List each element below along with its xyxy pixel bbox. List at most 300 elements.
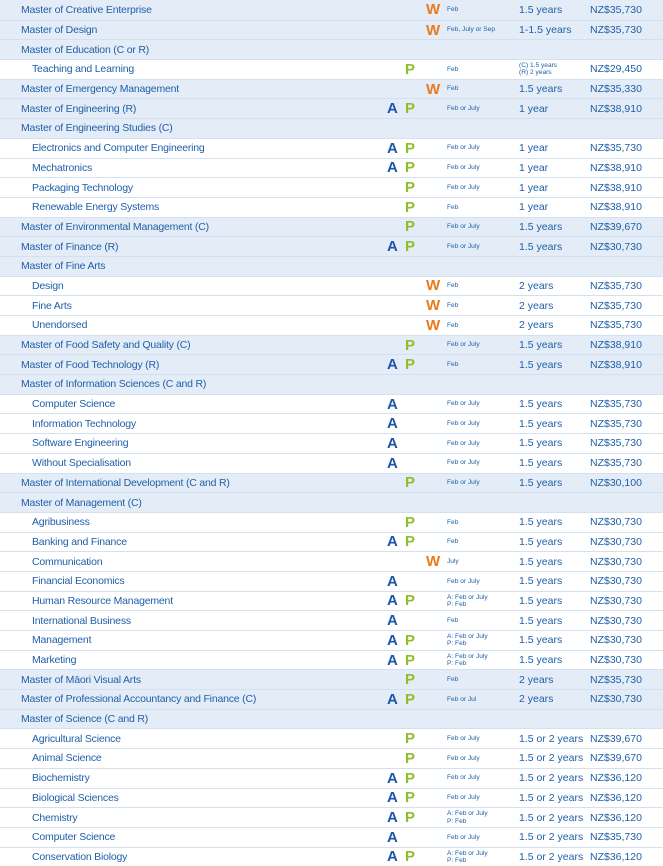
tuition-fee: NZ$35,730: [590, 457, 642, 470]
tuition-fee: NZ$35,730: [590, 398, 642, 411]
duration: [519, 0, 562, 20]
qualification-name: Animal Science: [32, 752, 102, 765]
duration-line: 1.5 or 2 years: [519, 811, 584, 824]
qualification-row: [0, 0, 663, 20]
start-date-line: Feb or July: [447, 833, 480, 841]
tuition-fee: NZ$30,730: [590, 614, 642, 627]
start-date-line: Feb: [447, 85, 459, 93]
start-date-line: Feb or July: [447, 439, 480, 447]
campus-badge-p: P: [405, 789, 416, 807]
qualification-name: Master of Information Sciences (C and R): [21, 378, 207, 391]
campus-badge-p: P: [405, 690, 416, 708]
campus-badge-p: P: [405, 159, 416, 177]
qualification-row: [0, 335, 663, 355]
qualification-name: Master of Fine Arts: [21, 260, 106, 273]
specialisation-row: [0, 512, 663, 532]
specialisation-row: [0, 847, 663, 866]
qualification-name: Master of Māori Visual Arts: [21, 673, 141, 686]
start-date: [447, 60, 458, 79]
start-date: [447, 0, 458, 20]
specialisation-row: [0, 610, 663, 630]
qualification-name: Design: [32, 279, 64, 292]
duration: [519, 414, 562, 433]
start-date-line: P: Feb: [447, 640, 467, 648]
tuition-fee: NZ$36,120: [590, 811, 642, 824]
duration: [519, 651, 562, 670]
campus-badge-a: A: [387, 139, 398, 157]
campus-badge-a: A: [387, 690, 398, 708]
qualification-name: Master of Science (C and R): [21, 713, 149, 726]
qualification-row: [0, 669, 663, 689]
start-date: [447, 611, 458, 630]
start-date-line: Feb: [447, 361, 459, 369]
start-date-line: Feb: [447, 676, 459, 684]
qualification-name: Teaching and Learning: [32, 63, 135, 76]
qualification-name: Master of International Development (C and R): [21, 476, 230, 489]
specialisation-row: [0, 197, 663, 217]
tuition-fee: NZ$35,730: [590, 299, 642, 312]
duration: [519, 592, 562, 611]
tuition-fee: NZ$35,730: [590, 142, 642, 155]
start-date: [447, 690, 476, 709]
duration: [519, 99, 548, 118]
start-date-line: Feb: [447, 282, 459, 290]
qualification-name: Human Resource Management: [32, 594, 173, 607]
duration-line: 1.5 years: [519, 535, 563, 548]
campus-badge-a: A: [387, 238, 398, 256]
tuition-fee: NZ$30,100: [590, 476, 642, 489]
tuition-fee: NZ$38,910: [590, 181, 642, 194]
duration-line: 1.5 years: [519, 437, 563, 450]
specialisation-row: [0, 295, 663, 315]
qualification-name: International Business: [32, 614, 131, 627]
tuition-fee: NZ$35,730: [590, 437, 642, 450]
qualification-row: [0, 374, 663, 394]
qualification-name: Master of Design: [21, 24, 98, 37]
qualification-name: Agricultural Science: [32, 732, 121, 745]
start-date: [447, 198, 458, 217]
duration: [519, 237, 562, 256]
campus-badge-a: A: [387, 631, 398, 649]
qualification-name: Banking and Finance: [32, 535, 127, 548]
start-date: [447, 789, 480, 808]
qualification-name: Master of Engineering Studies (C): [21, 122, 173, 135]
specialisation-row: [0, 433, 663, 453]
campus-badge-p: P: [405, 730, 416, 748]
tuition-fee: NZ$30,730: [590, 594, 642, 607]
campus-badge-p: P: [405, 198, 416, 216]
duration: [519, 631, 562, 650]
duration-line: 1 year: [519, 102, 549, 115]
duration-line: (C) 1.5 years: [519, 62, 558, 69]
campus-badge-w: W: [426, 277, 441, 295]
duration-line: 1.5 years: [519, 575, 563, 588]
qualification-row: [0, 473, 663, 493]
campus-badge-p: P: [405, 60, 416, 78]
qualification-name: Master of Management (C): [21, 496, 142, 509]
start-date: [447, 434, 480, 453]
duration-line: 1.5 years: [519, 457, 563, 470]
qualification-name: Without Specialisation: [32, 457, 131, 470]
specialisation-row: [0, 59, 663, 79]
start-date-line: Feb or July: [447, 774, 480, 782]
duration: [519, 218, 562, 237]
tuition-fee: NZ$38,910: [590, 339, 642, 352]
start-date: [447, 749, 480, 768]
campus-badge-p: P: [405, 631, 416, 649]
tuition-fee: NZ$36,120: [590, 850, 642, 863]
specialisation-row: [0, 177, 663, 197]
start-date-line: A: Feb or July: [447, 632, 488, 640]
specialisation-row: [0, 394, 663, 414]
start-date-line: July: [447, 557, 459, 565]
tuition-fee: NZ$30,730: [590, 634, 642, 647]
duration: [519, 611, 562, 630]
tuition-fee: NZ$35,730: [590, 417, 642, 430]
duration-line: 2 years: [519, 693, 554, 706]
duration-line: 1.5 years: [519, 614, 563, 627]
campus-badge-w: W: [426, 316, 441, 334]
tuition-fee: NZ$38,910: [590, 161, 642, 174]
start-date: [447, 592, 488, 611]
duration: [519, 336, 562, 355]
campus-badge-p: P: [405, 218, 416, 236]
campus-badge-p: P: [405, 139, 416, 157]
start-date: [447, 336, 480, 355]
qualification-name: Agribusiness: [32, 516, 90, 529]
duration-line: 1.5 years: [519, 358, 563, 371]
campus-badge-a: A: [387, 100, 398, 118]
start-date: [447, 277, 458, 296]
campus-badge-p: P: [405, 651, 416, 669]
qualification-row: [0, 492, 663, 512]
start-date: [447, 513, 458, 532]
campus-badge-p: P: [405, 474, 416, 492]
qualification-name: Software Engineering: [32, 437, 129, 450]
start-date-line: Feb, July or Sep: [447, 26, 496, 34]
tuition-fee: NZ$30,730: [590, 240, 642, 253]
duration-line: (R) 2 years: [519, 69, 552, 77]
qualification-name: Master of Education (C or R): [21, 43, 150, 56]
qualification-name: Information Technology: [32, 417, 136, 430]
duration: [519, 789, 583, 808]
start-date-line: Feb or July: [447, 242, 480, 250]
qualification-row: [0, 256, 663, 276]
tuition-fee: NZ$30,730: [590, 555, 642, 568]
specialisation-row: [0, 551, 663, 571]
start-date-line: Feb or July: [447, 479, 480, 487]
duration: [519, 178, 548, 197]
duration: [519, 474, 562, 493]
duration: [519, 434, 562, 453]
tuition-fee: NZ$39,670: [590, 220, 642, 233]
duration-line: 1 year: [519, 201, 549, 214]
qualification-name: Computer Science: [32, 831, 116, 844]
start-date-line: Feb: [447, 321, 459, 329]
duration-line: 1.5 years: [519, 220, 563, 233]
duration-line: 1.5 or 2 years: [519, 732, 584, 745]
qualification-name: Master of Engineering (R): [21, 102, 137, 115]
start-date-line: Feb or Jul: [447, 695, 477, 703]
duration: [519, 80, 562, 99]
campus-badge-p: P: [405, 592, 416, 610]
tuition-fee: NZ$36,120: [590, 791, 642, 804]
duration-line: 1 year: [519, 161, 549, 174]
duration: [519, 21, 572, 40]
duration-line: 1.5 years: [519, 654, 563, 667]
tuition-fee: NZ$35,730: [590, 831, 642, 844]
duration: [519, 296, 553, 315]
duration-line: 1.5 or 2 years: [519, 772, 584, 785]
duration: [519, 139, 548, 158]
tuition-fee: NZ$29,450: [590, 63, 642, 76]
qualification-row: [0, 217, 663, 237]
specialisation-row: [0, 453, 663, 473]
tuition-fee: NZ$38,910: [590, 358, 642, 371]
start-date: [447, 670, 458, 689]
tuition-fee: NZ$30,730: [590, 535, 642, 548]
campus-badge-w: W: [426, 1, 441, 19]
start-date: [447, 572, 480, 591]
campus-badge-p: P: [405, 809, 416, 827]
start-date-line: Feb: [447, 6, 459, 14]
start-date-line: Feb or July: [447, 754, 480, 762]
start-date-line: Feb or July: [447, 794, 480, 802]
start-date-line: Feb or July: [447, 459, 480, 467]
specialisation-row: [0, 276, 663, 296]
qualification-name: Mechatronics: [32, 161, 93, 174]
specialisation-row: [0, 158, 663, 178]
duration-line: 1.5 years: [519, 417, 563, 430]
campus-badge-p: P: [405, 533, 416, 551]
tuition-fee: NZ$38,910: [590, 102, 642, 115]
start-date-line: Feb or July: [447, 341, 480, 349]
qualification-row: [0, 236, 663, 256]
campus-badge-p: P: [405, 238, 416, 256]
start-date: [447, 454, 480, 473]
duration-line: 1 year: [519, 181, 549, 194]
campus-badge-a: A: [387, 395, 398, 413]
campus-badge-w: W: [426, 80, 441, 98]
start-date: [447, 296, 458, 315]
start-date: [447, 237, 480, 256]
tuition-fee: NZ$39,670: [590, 752, 642, 765]
campus-badge-a: A: [387, 789, 398, 807]
start-date-line: A: Feb or July: [447, 593, 488, 601]
qualification-name: Renewable Energy Systems: [32, 201, 160, 214]
campus-badge-a: A: [387, 356, 398, 374]
duration: [519, 533, 562, 552]
duration-line: 2 years: [519, 673, 554, 686]
campus-badge-p: P: [405, 513, 416, 531]
start-date: [447, 80, 458, 99]
tuition-fee: NZ$30,730: [590, 654, 642, 667]
start-date-line: Feb or July: [447, 420, 480, 428]
start-date: [447, 21, 495, 40]
duration: [519, 828, 583, 847]
duration: [519, 355, 562, 374]
qualification-name: Management: [32, 634, 92, 647]
specialisation-row: [0, 532, 663, 552]
specialisation-row: [0, 728, 663, 748]
duration-line: 1.5 years: [519, 240, 563, 253]
duration: [519, 690, 553, 709]
qualification-name: Biochemistry: [32, 772, 90, 785]
qualification-name: Master of Environmental Management (C): [21, 220, 209, 233]
tuition-fee: NZ$30,730: [590, 516, 642, 529]
campus-badge-a: A: [387, 454, 398, 472]
qualification-name: Master of Finance (R): [21, 240, 119, 253]
duration: [519, 60, 557, 79]
duration: [519, 552, 562, 571]
specialisation-row: [0, 768, 663, 788]
duration: [519, 316, 553, 335]
start-date-line: Feb: [447, 616, 459, 624]
start-date: [447, 395, 480, 414]
campus-badge-p: P: [405, 671, 416, 689]
qualification-row: [0, 689, 663, 709]
campus-badge-p: P: [405, 749, 416, 767]
specialisation-row: [0, 630, 663, 650]
qualification-row: [0, 20, 663, 40]
start-date: [447, 651, 488, 670]
start-date-line: P: Feb: [447, 600, 467, 608]
start-date-line: A: Feb or July: [447, 810, 488, 818]
start-date-line: P: Feb: [447, 817, 467, 825]
qualification-name: Electronics and Computer Engineering: [32, 142, 205, 155]
qualification-name: Packaging Technology: [32, 181, 133, 194]
campus-badge-p: P: [405, 769, 416, 787]
qualification-name: Chemistry: [32, 811, 78, 824]
start-date: [447, 99, 480, 118]
duration: [519, 729, 583, 748]
start-date: [447, 729, 480, 748]
duration: [519, 454, 562, 473]
start-date: [447, 139, 480, 158]
duration-line: 1-1.5 years: [519, 24, 572, 37]
tuition-fee: NZ$38,910: [590, 201, 642, 214]
start-date-line: Feb or July: [447, 144, 480, 152]
start-date-line: Feb or July: [447, 105, 480, 113]
campus-badge-p: P: [405, 356, 416, 374]
campus-badge-a: A: [387, 651, 398, 669]
duration-line: 1.5 or 2 years: [519, 850, 584, 863]
tuition-fee: NZ$35,730: [590, 319, 642, 332]
start-date: [447, 769, 480, 788]
start-date-line: Feb or July: [447, 164, 480, 172]
tuition-fee: NZ$30,730: [590, 575, 642, 588]
start-date: [447, 552, 459, 571]
duration: [519, 808, 583, 827]
campus-badge-a: A: [387, 434, 398, 452]
duration: [519, 749, 583, 768]
duration-line: 1.5 years: [519, 476, 563, 489]
campus-badge-a: A: [387, 533, 398, 551]
qualification-name: Conservation Biology: [32, 850, 128, 863]
qualification-row: [0, 39, 663, 59]
qualification-name: Biological Sciences: [32, 791, 119, 804]
specialisation-row: [0, 788, 663, 808]
duration: [519, 769, 583, 788]
tuition-fee: NZ$36,120: [590, 772, 642, 785]
tuition-fee: NZ$35,730: [590, 673, 642, 686]
campus-badge-a: A: [387, 572, 398, 590]
specialisation-row: [0, 748, 663, 768]
duration: [519, 198, 548, 217]
specialisation-row: [0, 591, 663, 611]
duration-line: 1.5 years: [519, 634, 563, 647]
start-date-line: Feb: [447, 518, 459, 526]
duration-line: 1.5 years: [519, 3, 563, 16]
duration-line: 1.5 years: [519, 555, 563, 568]
campus-badge-a: A: [387, 415, 398, 433]
qualification-name: Master of Food Safety and Quality (C): [21, 339, 191, 352]
specialisation-row: [0, 650, 663, 670]
qualification-name: Master of Emergency Management: [21, 83, 179, 96]
campus-badge-a: A: [387, 828, 398, 846]
start-date-line: Feb: [447, 538, 459, 546]
duration-line: 1 year: [519, 142, 549, 155]
duration: [519, 848, 583, 866]
specialisation-row: [0, 807, 663, 827]
duration: [519, 572, 562, 591]
tuition-fee: NZ$35,330: [590, 83, 642, 96]
duration-line: 2 years: [519, 299, 554, 312]
tuition-fee: NZ$35,730: [590, 3, 642, 16]
start-date: [447, 808, 488, 827]
duration: [519, 159, 548, 178]
campus-badge-p: P: [405, 100, 416, 118]
start-date: [447, 414, 480, 433]
qualification-name: Financial Economics: [32, 575, 125, 588]
qualification-row: [0, 354, 663, 374]
tuition-fee: NZ$35,730: [590, 279, 642, 292]
start-date: [447, 316, 458, 335]
start-date-line: Feb or July: [447, 400, 480, 408]
qualification-name: Master of Food Technology (R): [21, 358, 160, 371]
qualification-row: [0, 709, 663, 729]
start-date-line: Feb: [447, 301, 459, 309]
tuition-fee: NZ$30,730: [590, 693, 642, 706]
start-date-line: Feb: [447, 65, 459, 73]
start-date: [447, 474, 480, 493]
start-date-line: Feb or July: [447, 577, 480, 585]
duration: [519, 277, 553, 296]
start-date-line: Feb or July: [447, 735, 480, 743]
duration-line: 1.5 or 2 years: [519, 791, 584, 804]
duration-line: 1.5 years: [519, 594, 563, 607]
qualification-name: Unendorsed: [32, 319, 88, 332]
campus-badge-a: A: [387, 809, 398, 827]
start-date-line: P: Feb: [447, 856, 467, 864]
campus-badge-a: A: [387, 612, 398, 630]
qualification-name: Computer Science: [32, 398, 116, 411]
qualification-name: Marketing: [32, 654, 77, 667]
start-date: [447, 355, 458, 374]
qualification-name: Master of Creative Enterprise: [21, 3, 152, 16]
start-date: [447, 218, 480, 237]
tuition-fee: NZ$35,730: [590, 24, 642, 37]
duration: [519, 513, 562, 532]
start-date: [447, 828, 480, 847]
duration-line: 2 years: [519, 319, 554, 332]
duration-line: 1.5 years: [519, 339, 563, 352]
start-date-line: Feb or July: [447, 223, 480, 231]
campus-badge-a: A: [387, 769, 398, 787]
start-date-line: Feb: [447, 203, 459, 211]
start-date: [447, 848, 488, 866]
campus-badge-p: P: [405, 179, 416, 197]
